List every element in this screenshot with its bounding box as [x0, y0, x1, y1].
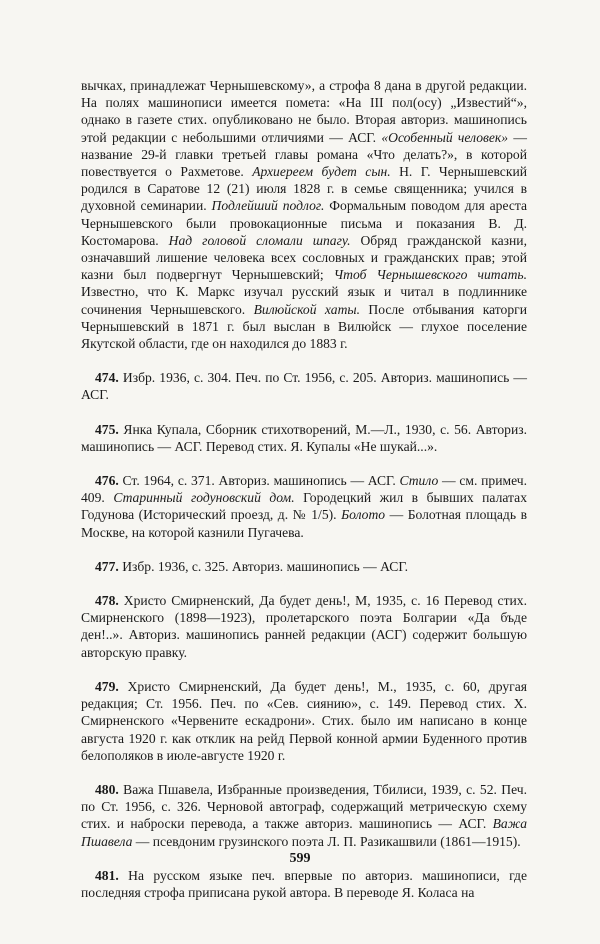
note-text: вычках, принадлежат Чернышевскому», а строфа 8 дана в другой редакции. На полях машинописи имеется помета: «На III пол(осу) „Известий“», однако в газете стих. опубликовано не было. Вторая авториз. машинопись этой редакции с небольшими отличиями — АСГ.	[81, 78, 527, 145]
commentary-text	[81, 77, 527, 901]
italic-term: Подлейший подлог.	[211, 198, 325, 214]
note-number: 478.	[95, 593, 119, 609]
note-text: Избр. 1936, с. 304. Печ. по Ст. 1956, с. 205. Авториз. машинопись — АСГ.	[81, 370, 527, 403]
note-text: Известно, что К. Маркс изучал русский язык и читал в подлиннике сочинения Чернышевского.	[81, 284, 527, 317]
note-text: Формальным поводом для ареста Чернышевского были провокационные письма и показания В. Д. Костомарова.	[81, 198, 527, 248]
note-481	[81, 867, 527, 901]
note-475	[81, 421, 527, 455]
italic-term: Вилюйской хаты.	[253, 301, 360, 317]
note-479	[81, 678, 527, 764]
note-text: Обряд гражданской казни, означавший лишение человека всех сословных и гражданских прав; этой казни был подвергнут Чернышевский;	[81, 232, 527, 283]
note-text: Н. Г. Чернышевский родился в Саратове 12 (21) июля 1828 г. в семье священника; учился в духовной семинарии.	[81, 164, 527, 214]
italic-term: Над головой сломали шпагу.	[168, 232, 351, 248]
note-476	[81, 472, 527, 541]
note-text: Избр. 1936, с. 325. Авториз. машинопись — АСГ.	[118, 558, 409, 574]
note-text: — псевдоним грузинского поэта Л. П. Разикашвили (1861—1915).	[132, 833, 521, 849]
note-number: 480.	[95, 781, 119, 797]
italic-term: Старинный годуновский дом.	[113, 490, 295, 506]
note-text: Христо Смирненский, Да будет день!, М., 1935, с. 60, другая редакция; Ст. 1956. Печ. по «Сев. сиянию», с. 149. Перевод стих. Х. Смирненского «Червените ескадрони». Стих. было им написано в конце августа 1920 г. как отклик на рейд Первой конной армии Буденного против белополяков в июле-августе 1920 г.	[81, 678, 527, 763]
italic-term: Чтоб Чернышевского читать.	[333, 267, 527, 283]
note-text: Важа Пшавела, Избранные произведения, Тбилиси, 1939, с. 52. Печ. по Ст. 1956, с. 326. Черновой автограф, содержащий метрическую схему стих. и наброски перевода, а также авториз. машинопись — АСГ.	[81, 781, 527, 832]
note-number: 479.	[95, 678, 119, 694]
note-number: 476.	[95, 473, 119, 489]
note-text: Янка Купала, Сборник стихотворений, М.—Л., 1930, с. 56. Авториз. машинопись — АСГ. Перевод стих. Я. Купалы «Не шукай...».	[81, 421, 527, 454]
note-text: — Болотная площадь в Москве, на которой казнили Пугачева.	[81, 507, 527, 540]
note-text: Христо Смирненский, Да будет день!, М, 1935, с. 16 Перевод стих. Смирненского (1898—1923), пролетарского поэта Болгарии «Да бъде ден!..». Авториз. машинопись ранней редакции (АСГ) содержит большую авторскую правку.	[81, 593, 527, 660]
italic-term: «Особенный человек»	[381, 129, 509, 145]
note-478	[81, 592, 527, 661]
page-number: 599	[289, 851, 311, 866]
note-number: 475.	[95, 421, 119, 437]
note-number: 481.	[95, 867, 119, 883]
italic-term: Архиереем будет сын.	[252, 164, 391, 180]
note-text: — см. примеч. 409.	[81, 473, 527, 506]
note-number: 474.	[95, 370, 119, 386]
note-474	[81, 369, 527, 403]
italic-term: Важа Пшавела	[81, 816, 527, 849]
note-text: После отбывания каторги Чернышевский в 1871 г. был выслан в Вилюйск — глухое поселение Якутской области, где он находился до 1883 г.	[81, 301, 528, 352]
note-text: — название 29-й главки третьей главы романа «Что делать?», в которой повествуется о Рахметове.	[81, 129, 527, 180]
note-text: Городецкий жил в бывших палатах Годунова (Исторический проезд, д. № 1/5).	[81, 490, 527, 523]
note-477	[81, 558, 527, 575]
italic-term: Болото	[341, 507, 386, 523]
note-text: Ст. 1964, с. 371. Авториз. машинопись — АСГ.	[118, 473, 400, 489]
note-text: На русском языке печ. впервые по авториз. машинописи, где последняя строфа приписана рукой автора. В переводе Я. Коласа на	[81, 867, 527, 900]
note-480	[81, 781, 527, 850]
note-number: 477.	[95, 558, 119, 574]
italic-term: Стило	[399, 473, 439, 489]
note-continuation	[81, 77, 527, 352]
